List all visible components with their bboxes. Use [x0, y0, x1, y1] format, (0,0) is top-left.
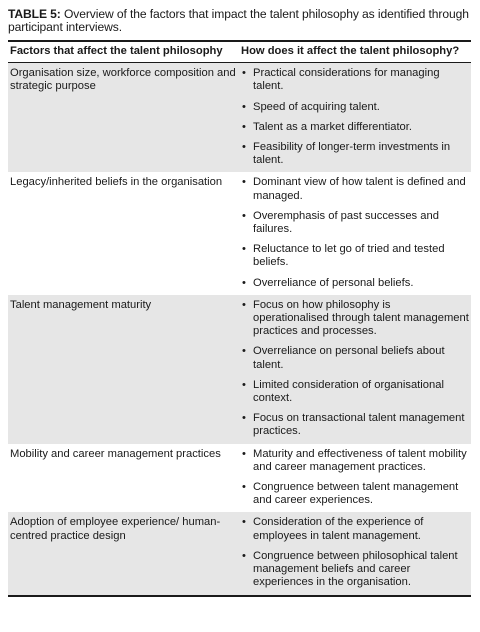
effect-text: Focus on how philosophy is operationalised through talent management practices and processes. [253, 298, 469, 338]
bullet-icon: • [242, 243, 246, 256]
effect-cell [239, 63, 471, 173]
table-row [8, 63, 471, 173]
effect-text: Focus on transactional talent management practices. [253, 412, 465, 438]
effect-cell [239, 444, 471, 513]
effects-list [241, 176, 469, 289]
bullet-icon: • [242, 412, 246, 425]
list-item [241, 141, 469, 167]
bullet-icon: • [242, 120, 246, 133]
list-item [241, 101, 469, 114]
table-caption-label: TABLE 5: [8, 7, 61, 21]
table-body [8, 63, 471, 596]
bullet-icon: • [242, 549, 246, 562]
list-item [241, 379, 469, 405]
effect-cell [239, 295, 471, 444]
list-item [241, 299, 469, 339]
bullet-icon: • [242, 345, 246, 358]
effect-text: Talent as a market differentiator. [253, 120, 412, 133]
document [8, 8, 471, 597]
effect-text: Consideration of the experience of employees in talent management. [253, 516, 424, 542]
list-item [241, 481, 469, 507]
effect-text: Overreliance on personal beliefs about talent. [253, 345, 445, 371]
effect-text: Congruence between talent management and career experiences. [253, 481, 459, 507]
effects-list [241, 516, 469, 589]
effect-text: Speed of acquiring talent. [253, 100, 380, 113]
effects-list [241, 299, 469, 439]
table-row [8, 172, 471, 294]
list-item [241, 243, 469, 269]
effect-text: Dominant view of how talent is defined and managed. [253, 176, 466, 202]
bullet-icon: • [242, 100, 246, 113]
effect-cell [239, 512, 471, 595]
bullet-icon: • [242, 516, 246, 529]
list-item [241, 412, 469, 438]
list-item [241, 345, 469, 371]
factors-table [8, 40, 471, 597]
effect-text: Limited consideration of organisational context. [253, 378, 444, 405]
list-item [241, 550, 469, 590]
bullet-icon: • [242, 276, 246, 289]
factor-cell: Talent management maturity [8, 295, 239, 444]
table-row [8, 444, 471, 513]
table-caption-text: Overview of the factors that impact the talent philosophy as identified through participant interviews. [8, 7, 469, 34]
list-item [241, 176, 469, 202]
effect-text: Overemphasis of past successes and failures. [253, 209, 439, 236]
table-header-row [8, 41, 471, 63]
table-row [8, 295, 471, 444]
factor-cell: Legacy/inherited beliefs in the organisation [10, 176, 223, 189]
bullet-icon: • [242, 176, 246, 189]
factor-cell: Adoption of employee experience/ human-centred practice design [8, 512, 239, 595]
table-row [8, 512, 471, 595]
table-caption [8, 8, 471, 34]
bullet-icon: • [242, 298, 246, 311]
factor-cell: Mobility and career management practices [10, 447, 221, 460]
list-item [241, 277, 469, 290]
list-item [241, 67, 469, 93]
factor-cell: Organisation size, workforce composition and strategic purpose [8, 63, 239, 173]
bullet-icon: • [242, 378, 246, 391]
bullet-icon: • [242, 141, 246, 154]
bullet-icon: • [242, 67, 246, 80]
effect-text: Reluctance to let go of tried and tested beliefs. [253, 243, 445, 269]
bullet-icon: • [242, 209, 246, 222]
list-item [241, 121, 469, 134]
effect-cell [239, 172, 471, 294]
list-item [241, 210, 469, 236]
effects-list [241, 67, 469, 167]
bullet-icon: • [242, 447, 246, 460]
effect-text: Congruence between philosophical talent management beliefs and career experiences in the organisation. [253, 549, 458, 589]
effects-list [241, 448, 469, 508]
list-item [241, 448, 469, 474]
list-item [241, 516, 469, 542]
header-factor: Factors that affect the talent philosophy [8, 41, 239, 63]
bullet-icon: • [242, 481, 246, 494]
effect-text: Overreliance of personal beliefs. [253, 276, 414, 289]
effect-text: Maturity and effectiveness of talent mobility and career management practices. [253, 447, 467, 473]
effect-text: Feasibility of longer-term investments in talent. [253, 141, 451, 167]
effect-text: Practical considerations for managing talent. [253, 67, 440, 93]
header-effect: How does it affect the talent philosophy? [239, 41, 471, 63]
